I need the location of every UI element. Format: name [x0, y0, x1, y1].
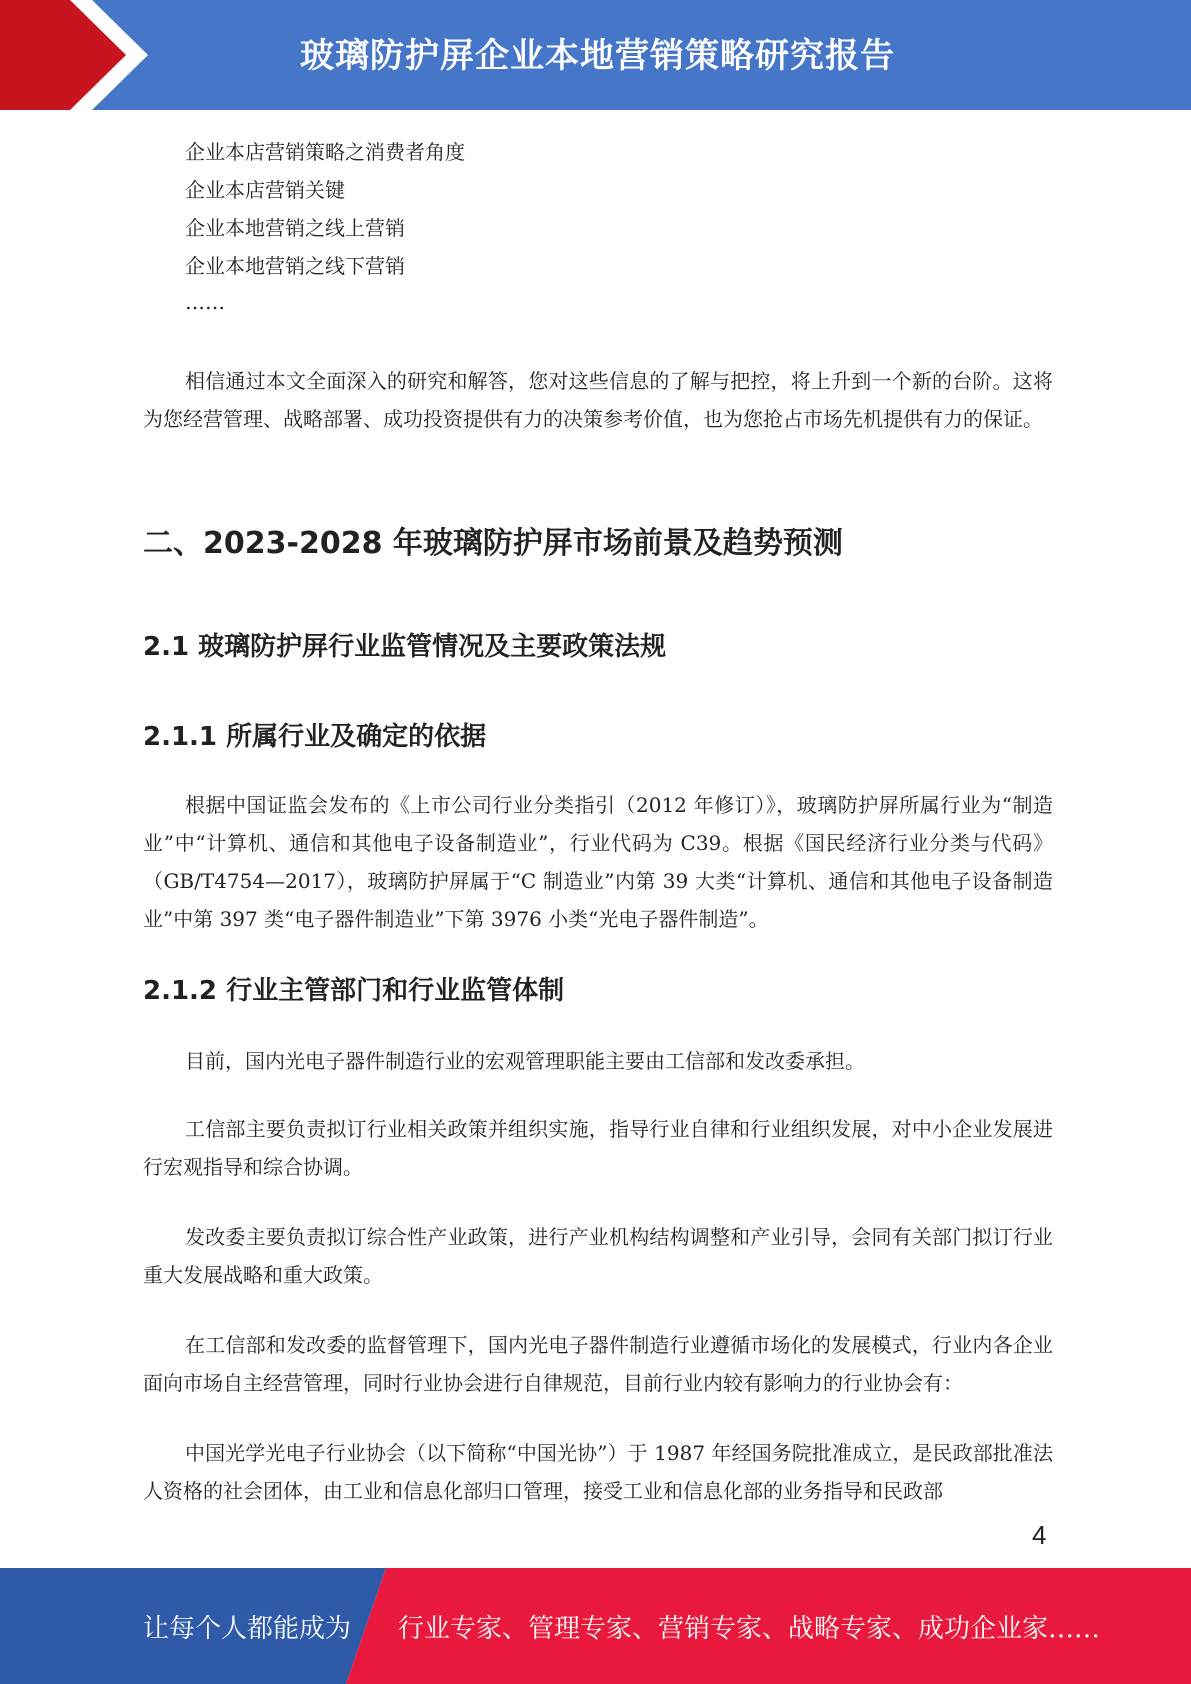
section-heading-2: 二、2023-2028 年玻璃防护屏市场前景及趋势预测: [143, 526, 843, 561]
body-paragraph: 发改委主要负责拟订综合性产业政策，进行产业机构结构调整和产业引导，会同有关部门拟订行业重大发展战略和重大政策。: [143, 1225, 1053, 1287]
page-number: 4: [1032, 1520, 1047, 1550]
body-paragraph: 在工信部和发改委的监督管理下，国内光电子器件制造行业遵循市场化的发展模式，行业内各企业面向市场自主经营管理，同时行业协会进行自律规范，目前行业内较有影响力的行业协会有：: [143, 1333, 1053, 1395]
subsection-heading-2-1-2: 2.1.2 行业主管部门和行业监管体制: [143, 976, 565, 1006]
footer-slogan-left: 让每个人都能成为: [143, 1614, 352, 1644]
list-item: 企业本地营销之线下营销: [185, 254, 405, 278]
footer-slogan-right: 行业专家、管理专家、营销专家、战略专家、成功企业家……: [398, 1614, 1101, 1644]
list-item: 企业本店营销关键: [185, 178, 345, 202]
header-arrow-decoration: [0, 0, 160, 110]
subsection-heading-2-1: 2.1 玻璃防护屏行业监管情况及主要政策法规: [143, 632, 667, 662]
footer-band: [0, 1568, 1191, 1684]
body-paragraph: 目前，国内光电子器件制造行业的宏观管理职能主要由工信部和发改委承担。: [185, 1049, 865, 1073]
subsection-heading-2-1-1: 2.1.1 所属行业及确定的依据: [143, 722, 487, 752]
list-item: 企业本地营销之线上营销: [185, 216, 405, 240]
body-paragraph: 中国光学光电子行业协会（以下简称“中国光协”）于 1987 年经国务院批准成立，是民政部批准法人资格的社会团体，由工业和信息化部归口管理，接受工业和信息化部的业务指导和民政部: [143, 1441, 1053, 1503]
list-item: 企业本店营销策略之消费者角度: [185, 140, 465, 164]
industry-basis-paragraph: 根据中国证监会发布的《上市公司行业分类指引（2012 年修订）》，玻璃防护屏所属行业为“制造业”中“计算机、通信和其他电子设备制造业”，行业代码为 C39。根据《国民经济行业分类与代码》（GB/T4754—2017），玻璃防护屏属于“C 制造业”内第 39 大类“计算机、通信和其他电子设备制造业”中第 397 类“电子器件制造业”下第 3976 小类“光电子器件制造”。: [143, 793, 1053, 931]
intro-paragraph: 相信通过本文全面深入的研究和解答，您对这些信息的了解与把控，将上升到一个新的台阶。这将为您经营管理、战略部署、成功投资提供有力的决策参考价值，也为您抢占市场先机提供有力的保证。: [143, 369, 1053, 431]
body-paragraph: 工信部主要负责拟订行业相关政策并组织实施，指导行业自律和行业组织发展，对中小企业发展进行宏观指导和综合协调。: [143, 1117, 1053, 1179]
list-item-ellipsis: ……: [185, 290, 225, 314]
report-title: 玻璃防护屏企业本地营销策略研究报告: [300, 36, 895, 76]
